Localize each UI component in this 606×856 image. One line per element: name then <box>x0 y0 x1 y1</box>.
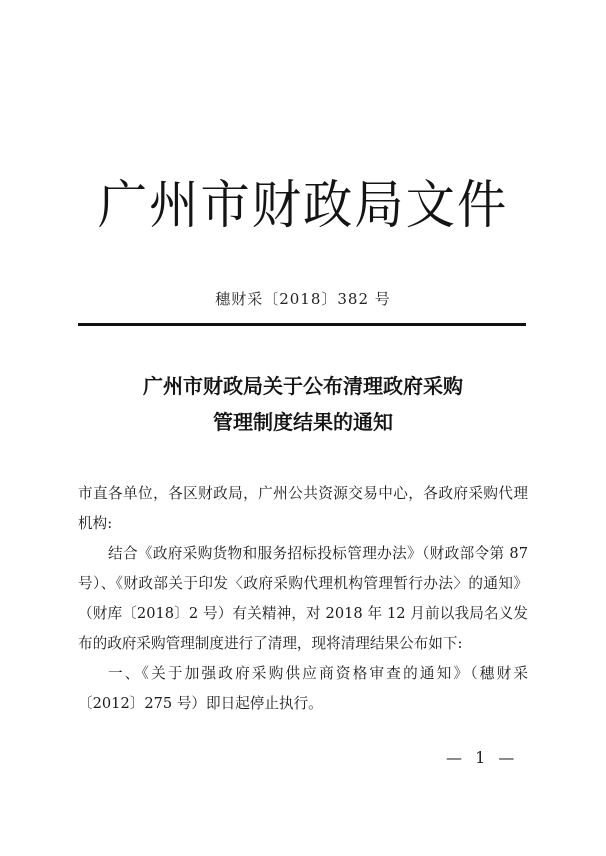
header-divider-line <box>78 323 526 326</box>
body-paragraph-1: 结合《政府采购货物和服务招标投标管理办法》（财政部令第 87 号）、《财政部关于印发〈政府采购代理机构管理暂行办法〉的通知》（财库〔2018〕2 号）有关精神，对 2018 年 12 月前以我局名义发布的政府采购管理制度进行了清理，现将清理结果公布如下: <box>78 545 528 652</box>
document-number: 穗财采〔2018〕382 号 <box>215 290 391 308</box>
notice-title-line-1: 广州市财政局关于公布清理政府采购 <box>143 374 463 398</box>
notice-title-line-2: 管理制度结果的通知 <box>213 410 393 434</box>
notice-title <box>0 368 606 440</box>
page-number: — 1 — <box>446 748 519 767</box>
addressee-paragraph: 市直各单位，各区财政局，广州公共资源交易中心，各政府采购代理机构: <box>78 485 528 532</box>
document-body <box>78 479 528 719</box>
document-header-title: 广州市财政局文件 <box>97 176 509 236</box>
body-paragraph-2: 一、《关于加强政府采购供应商资格审查的通知》（穗财采〔2012〕275 号）即日起停止执行。 <box>78 665 528 712</box>
